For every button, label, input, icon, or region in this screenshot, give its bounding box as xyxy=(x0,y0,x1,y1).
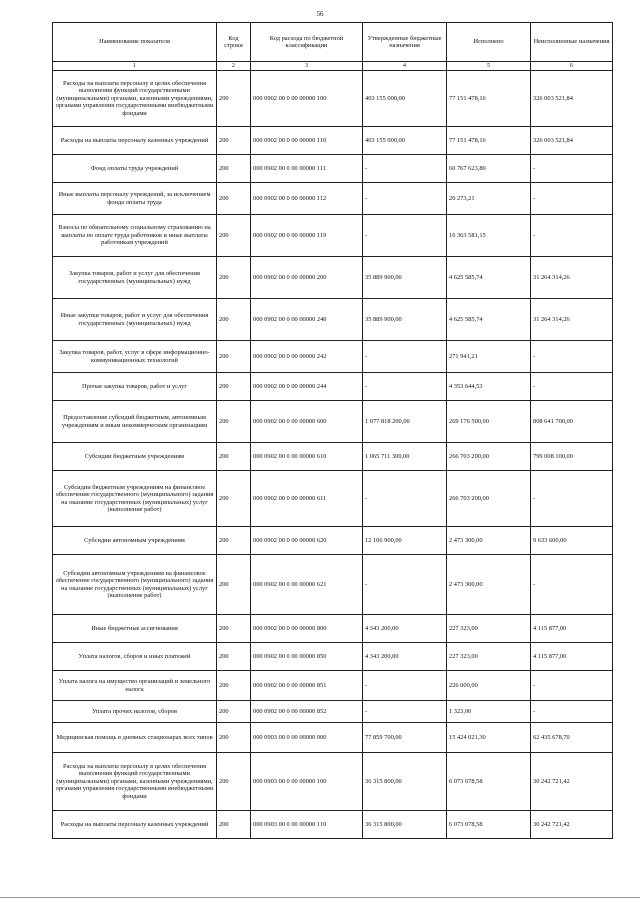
row-line-code: 200 xyxy=(217,341,251,373)
row-executed-amount: 2 473 300,00 xyxy=(447,555,531,615)
row-budget-code: 000 0902 00 0 00 00000 111 xyxy=(251,155,363,183)
row-line-code: 200 xyxy=(217,701,251,723)
row-line-code: 200 xyxy=(217,155,251,183)
table-row xyxy=(53,555,613,615)
row-approved-amount: 4 343 200,00 xyxy=(363,615,447,643)
table-row xyxy=(53,643,613,671)
row-line-code: 200 xyxy=(217,401,251,443)
row-indicator-name: Расходы на выплаты персоналу в целях обеспечения выполнения функций государственными (муниципальными) органами, казенными учреждениями, органами управления государственными внебюджетными фондами xyxy=(53,753,217,811)
table-row xyxy=(53,215,613,257)
row-approved-amount: 1 077 818 200,00 xyxy=(363,401,447,443)
row-unexecuted-amount: 799 008 100,00 xyxy=(531,443,613,471)
row-executed-amount: 20 273,21 xyxy=(447,183,531,215)
row-executed-amount: 77 151 478,16 xyxy=(447,127,531,155)
table-row xyxy=(53,373,613,401)
row-budget-code: 000 0902 00 0 00 00000 110 xyxy=(251,127,363,155)
column-number: 5 xyxy=(447,62,531,71)
table-row xyxy=(53,71,613,127)
row-unexecuted-amount: - xyxy=(531,183,613,215)
row-executed-amount: 15 424 021,30 xyxy=(447,723,531,753)
header-executed: Исполнено xyxy=(447,23,531,62)
row-indicator-name: Уплата прочих налогов, сборов xyxy=(53,701,217,723)
table-row xyxy=(53,471,613,527)
row-unexecuted-amount: 326 003 521,84 xyxy=(531,127,613,155)
column-number: 4 xyxy=(363,62,447,71)
row-budget-code: 000 0902 00 0 00 00000 119 xyxy=(251,215,363,257)
row-unexecuted-amount: - xyxy=(531,471,613,527)
row-budget-code: 000 0902 00 0 00 00000 620 xyxy=(251,527,363,555)
row-executed-amount: 1 323,00 xyxy=(447,701,531,723)
row-indicator-name: Уплата налога на имущество организаций и земельного налога xyxy=(53,671,217,701)
table-row xyxy=(53,753,613,811)
row-approved-amount: 403 155 000,00 xyxy=(363,127,447,155)
row-executed-amount: 6 073 078,58 xyxy=(447,811,531,839)
row-unexecuted-amount: 4 115 877,00 xyxy=(531,615,613,643)
row-budget-code: 000 0902 00 0 00 00000 850 xyxy=(251,643,363,671)
row-line-code: 200 xyxy=(217,811,251,839)
table-row xyxy=(53,811,613,839)
row-executed-amount: 60 767 623,80 xyxy=(447,155,531,183)
row-indicator-name: Расходы на выплаты персоналу казенных учреждений xyxy=(53,127,217,155)
column-number: 2 xyxy=(217,62,251,71)
row-budget-code: 000 0902 00 0 00 00000 200 xyxy=(251,257,363,299)
row-budget-code: 000 0902 00 0 00 00000 244 xyxy=(251,373,363,401)
row-indicator-name: Субсидии бюджетным учреждениям на финансовое обеспечение государственного (муниципального) задания на оказание государственных (муниципальных) услуг (выполнение работ) xyxy=(53,471,217,527)
row-unexecuted-amount: - xyxy=(531,555,613,615)
row-budget-code: 000 0903 00 0 00 00000 100 xyxy=(251,753,363,811)
table-row xyxy=(53,615,613,643)
row-indicator-name: Фонд оплаты труда учреждений xyxy=(53,155,217,183)
row-budget-code: 000 0902 00 0 00 00000 112 xyxy=(251,183,363,215)
row-executed-amount: 266 703 200,00 xyxy=(447,471,531,527)
row-budget-code: 000 0902 00 0 00 00000 621 xyxy=(251,555,363,615)
table-row xyxy=(53,701,613,723)
table-body xyxy=(53,71,613,839)
table-row xyxy=(53,183,613,215)
row-line-code: 200 xyxy=(217,723,251,753)
header-budget-classification-code: Код расхода по бюджетной классификации xyxy=(251,23,363,62)
row-unexecuted-amount: 808 641 700,00 xyxy=(531,401,613,443)
table-row xyxy=(53,723,613,753)
row-approved-amount: - xyxy=(363,183,447,215)
row-line-code: 200 xyxy=(217,471,251,527)
row-budget-code: 000 0903 00 0 00 00000 110 xyxy=(251,811,363,839)
row-line-code: 200 xyxy=(217,71,251,127)
row-executed-amount: 269 176 500,00 xyxy=(447,401,531,443)
row-unexecuted-amount: 30 242 721,42 xyxy=(531,753,613,811)
row-unexecuted-amount: - xyxy=(531,155,613,183)
row-line-code: 200 xyxy=(217,443,251,471)
row-approved-amount: - xyxy=(363,215,447,257)
row-line-code: 200 xyxy=(217,215,251,257)
row-executed-amount: 227 323,00 xyxy=(447,615,531,643)
table-row xyxy=(53,443,613,471)
row-indicator-name: Закупка товаров, работ и услуг для обеспечения государственных (муниципальных) нужд xyxy=(53,257,217,299)
row-approved-amount: - xyxy=(363,701,447,723)
row-approved-amount: 35 889 900,00 xyxy=(363,257,447,299)
row-indicator-name: Расходы на выплаты персоналу в целях обеспечения выполнения функций государственными (муниципальными) органами, казенными учреждениями, органами управления государственными внебюджетными фондами xyxy=(53,71,217,127)
table-row xyxy=(53,671,613,701)
row-indicator-name: Иные бюджетные ассигнования xyxy=(53,615,217,643)
row-approved-amount: 403 155 000,00 xyxy=(363,71,447,127)
row-indicator-name: Иные закупки товаров, работ и услуг для обеспечения государственных (муниципальных) нужд xyxy=(53,299,217,341)
row-unexecuted-amount: - xyxy=(531,671,613,701)
row-indicator-name: Расходы на выплаты персоналу казенных учреждений xyxy=(53,811,217,839)
row-unexecuted-amount: - xyxy=(531,701,613,723)
row-indicator-name: Предоставление субсидий бюджетным, автономным учреждениям и иным некоммерческим организациям xyxy=(53,401,217,443)
row-approved-amount: 36 315 800,00 xyxy=(363,811,447,839)
header-approved-appropriations: Утвержденные бюджетные назначения xyxy=(363,23,447,62)
row-unexecuted-amount: 31 264 314,26 xyxy=(531,257,613,299)
table-row xyxy=(53,127,613,155)
row-approved-amount: 35 889 900,00 xyxy=(363,299,447,341)
row-budget-code: 000 0902 00 0 00 00000 851 xyxy=(251,671,363,701)
table-header-row xyxy=(53,23,613,62)
row-executed-amount: 16 363 581,15 xyxy=(447,215,531,257)
column-number: 3 xyxy=(251,62,363,71)
row-executed-amount: 227 323,00 xyxy=(447,643,531,671)
column-number: 6 xyxy=(531,62,613,71)
row-indicator-name: Субсидии автономным учреждениям на финансовое обеспечение государственного (муниципального) задания на оказание государственных (муниципальных) услуг (выполнение работ) xyxy=(53,555,217,615)
row-budget-code: 000 0902 00 0 00 00000 852 xyxy=(251,701,363,723)
row-line-code: 200 xyxy=(217,183,251,215)
budget-execution-table xyxy=(52,22,613,839)
row-executed-amount: 77 151 478,16 xyxy=(447,71,531,127)
row-executed-amount: 6 073 078,58 xyxy=(447,753,531,811)
row-indicator-name: Взносы по обязательному социальному страхованию на выплаты по оплате труда работников и иные выплаты работникам учреждений xyxy=(53,215,217,257)
row-indicator-name: Уплата налогов, сборов и иных платежей xyxy=(53,643,217,671)
row-budget-code: 000 0902 00 0 00 00000 600 xyxy=(251,401,363,443)
row-indicator-name: Прочая закупка товаров, работ и услуг xyxy=(53,373,217,401)
row-line-code: 200 xyxy=(217,527,251,555)
table-row xyxy=(53,401,613,443)
header-unexecuted-appropriations: Неисполненные назначения xyxy=(531,23,613,62)
row-executed-amount: 271 941,21 xyxy=(447,341,531,373)
row-indicator-name: Иные выплаты персоналу учреждений, за исключением фонда оплаты труда xyxy=(53,183,217,215)
row-line-code: 200 xyxy=(217,257,251,299)
row-line-code: 200 xyxy=(217,671,251,701)
row-indicator-name: Субсидии автономным учреждениям xyxy=(53,527,217,555)
row-unexecuted-amount: 4 115 877,00 xyxy=(531,643,613,671)
row-unexecuted-amount: 30 242 721,42 xyxy=(531,811,613,839)
row-unexecuted-amount: 62 435 678,70 xyxy=(531,723,613,753)
row-executed-amount: 4 625 585,74 xyxy=(447,299,531,341)
column-number: 1 xyxy=(53,62,217,71)
row-budget-code: 000 0903 00 0 00 00000 000 xyxy=(251,723,363,753)
row-approved-amount: - xyxy=(363,471,447,527)
page-number: 56 xyxy=(316,10,324,18)
table-row xyxy=(53,341,613,373)
row-approved-amount: 4 343 200,00 xyxy=(363,643,447,671)
row-approved-amount: 36 315 800,00 xyxy=(363,753,447,811)
row-executed-amount: 2 473 300,00 xyxy=(447,527,531,555)
row-executed-amount: 4 625 585,74 xyxy=(447,257,531,299)
row-executed-amount: 226 000,00 xyxy=(447,671,531,701)
row-approved-amount: - xyxy=(363,155,447,183)
row-line-code: 200 xyxy=(217,127,251,155)
table-row xyxy=(53,257,613,299)
row-approved-amount: 12 106 900,00 xyxy=(363,527,447,555)
row-executed-amount: 4 353 644,53 xyxy=(447,373,531,401)
header-line-code: Код строки xyxy=(217,23,251,62)
row-budget-code: 000 0902 00 0 00 00000 242 xyxy=(251,341,363,373)
page-bottom-rule xyxy=(0,897,640,898)
row-budget-code: 000 0902 00 0 00 00000 800 xyxy=(251,615,363,643)
table-row xyxy=(53,527,613,555)
row-budget-code: 000 0902 00 0 00 00000 240 xyxy=(251,299,363,341)
row-line-code: 200 xyxy=(217,753,251,811)
row-line-code: 200 xyxy=(217,555,251,615)
row-unexecuted-amount: - xyxy=(531,373,613,401)
row-indicator-name: Субсидии бюджетным учреждениям xyxy=(53,443,217,471)
row-line-code: 200 xyxy=(217,299,251,341)
row-line-code: 200 xyxy=(217,373,251,401)
row-approved-amount: - xyxy=(363,373,447,401)
column-number-row xyxy=(53,62,613,71)
row-budget-code: 000 0902 00 0 00 00000 610 xyxy=(251,443,363,471)
row-approved-amount: - xyxy=(363,671,447,701)
row-unexecuted-amount: - xyxy=(531,341,613,373)
row-line-code: 200 xyxy=(217,615,251,643)
row-approved-amount: - xyxy=(363,341,447,373)
row-budget-code: 000 0902 00 0 00 00000 100 xyxy=(251,71,363,127)
row-unexecuted-amount: 9 633 600,00 xyxy=(531,527,613,555)
table-row xyxy=(53,299,613,341)
row-unexecuted-amount: 326 003 521,84 xyxy=(531,71,613,127)
row-executed-amount: 266 703 200,00 xyxy=(447,443,531,471)
header-indicator-name: Наименование показателя xyxy=(53,23,217,62)
row-unexecuted-amount: - xyxy=(531,215,613,257)
table-row xyxy=(53,155,613,183)
row-approved-amount: 77 859 700,00 xyxy=(363,723,447,753)
row-indicator-name: Закупка товаров, работ, услуг в сфере информационно-коммуникационных технологий xyxy=(53,341,217,373)
row-indicator-name: Медицинская помощь в дневных стационарах всех типов xyxy=(53,723,217,753)
row-unexecuted-amount: 31 264 314,26 xyxy=(531,299,613,341)
row-approved-amount: - xyxy=(363,555,447,615)
row-approved-amount: 1 065 711 300,00 xyxy=(363,443,447,471)
row-budget-code: 000 0902 00 0 00 00000 611 xyxy=(251,471,363,527)
row-line-code: 200 xyxy=(217,643,251,671)
